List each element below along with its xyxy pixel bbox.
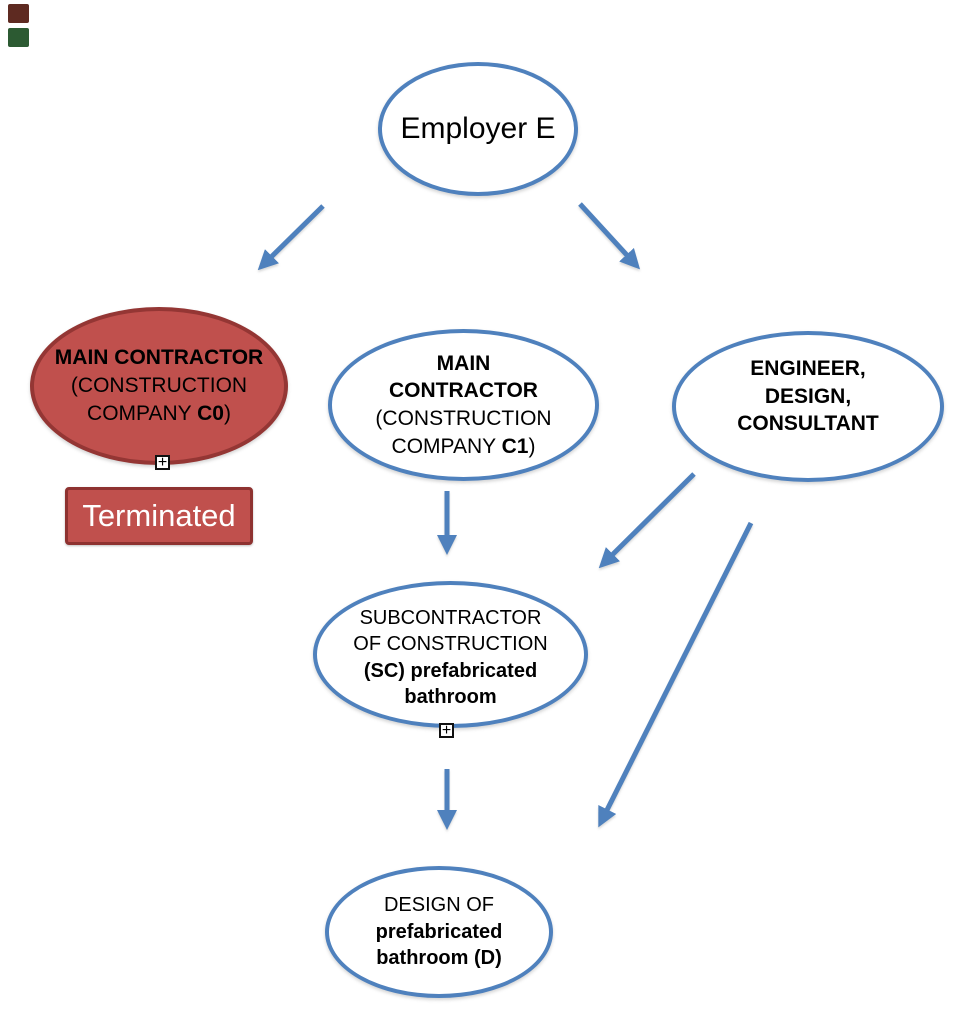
design-line1: DESIGN OF <box>383 894 494 917</box>
engineer-line1: ENGINEER, <box>750 357 866 380</box>
plus-icon: + <box>441 721 452 739</box>
node-main-contractor-c0 <box>30 307 288 465</box>
c0-line2: (CONSTRUCTION <box>70 374 248 398</box>
sc-line2: OF CONSTRUCTION <box>353 633 548 656</box>
terminated-label: Terminated <box>82 498 236 533</box>
c0-line3: COMPANY C0) <box>87 401 231 425</box>
c1-line1: MAIN <box>436 351 491 375</box>
node-subcontractor <box>313 581 588 728</box>
arrow-employer-to-engineer <box>580 204 636 265</box>
node-design <box>325 866 553 998</box>
node-main-contractor-c1 <box>328 329 599 481</box>
arrow-engineer-to-design <box>601 523 751 822</box>
employer-label: Employer E <box>400 112 556 146</box>
expand-icon-sc[interactable] <box>439 723 454 738</box>
expand-icon-c0[interactable] <box>155 455 170 470</box>
plus-icon: + <box>157 453 168 471</box>
sc-line1: SUBCONTRACTOR <box>359 606 542 629</box>
sc-line3: (SC) prefabricated <box>363 659 538 682</box>
design-line3: bathroom (D) <box>376 947 502 970</box>
arrow-employer-to-main-contractor-c0 <box>262 206 323 266</box>
c1-line4: COMPANY C1) <box>391 434 536 458</box>
arrow-engineer-to-subcontractor <box>603 474 694 564</box>
c1-line2: CONTRACTOR <box>389 379 538 403</box>
design-line2: prefabricated <box>375 920 503 943</box>
node-employer <box>378 62 578 196</box>
engineer-line3: CONSULTANT <box>737 412 879 436</box>
sc-line4: bathroom <box>404 685 497 708</box>
engineer-line2: DESIGN, <box>764 384 852 408</box>
node-engineer-design-consultant <box>672 331 944 482</box>
c0-line1: MAIN CONTRACTOR <box>54 346 264 370</box>
terminated-badge <box>65 487 253 545</box>
c1-line3: (CONSTRUCTION <box>375 407 552 430</box>
